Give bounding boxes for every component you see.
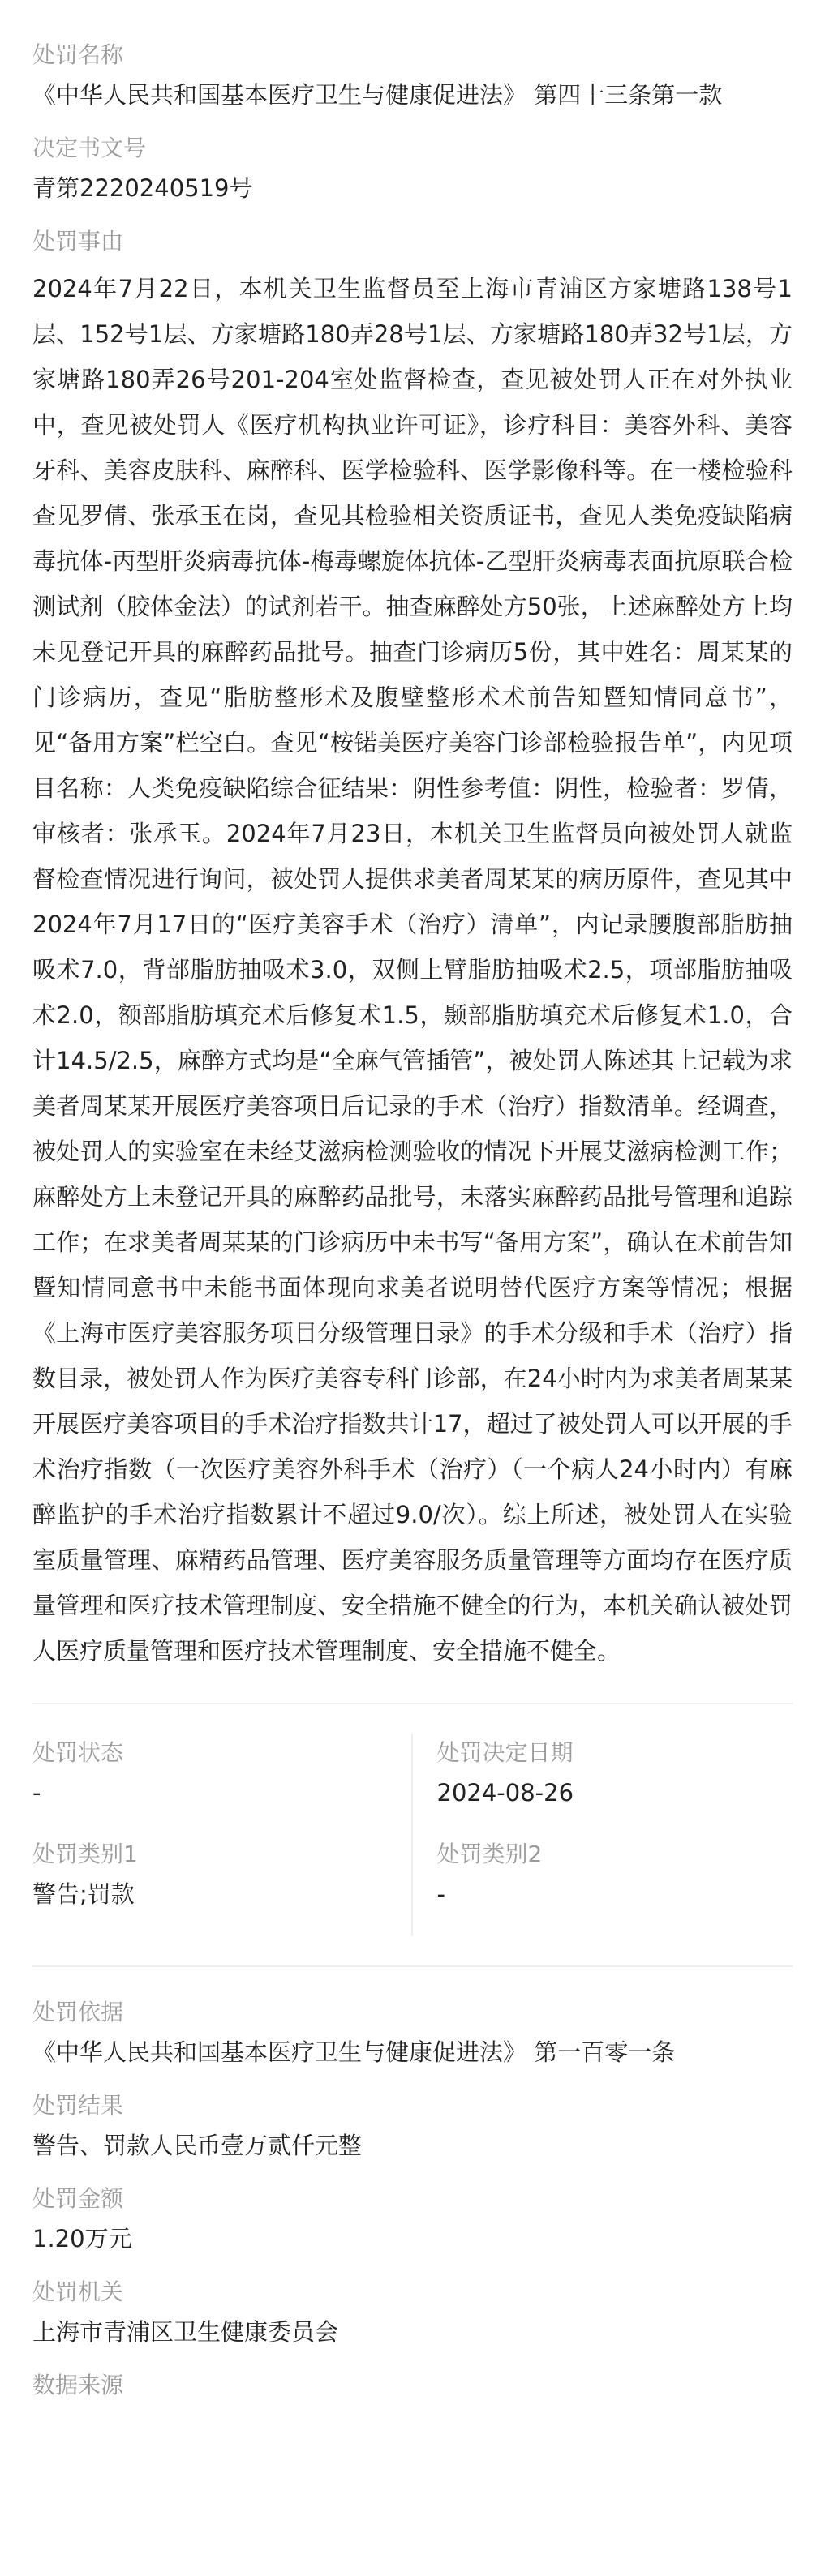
- penalty-authority-label: 处罚机关: [32, 2278, 124, 2305]
- penalty-name-label: 处罚名称: [32, 41, 124, 68]
- penalty-result-value: 警告、罚款人民币壹万贰仟元整: [32, 2132, 363, 2159]
- data-source-label: 数据来源: [32, 2372, 124, 2398]
- penalty-amount-value: 1.20万元: [32, 2225, 132, 2252]
- penalty-status-label: 处罚状态: [32, 1739, 124, 1766]
- penalty-category2-cell: [413, 1835, 793, 1936]
- decision-date-cell: [413, 1734, 793, 1835]
- penalty-info-grid: [32, 1734, 793, 1936]
- penalty-status-value: -: [32, 1779, 41, 1807]
- penalty-name-value: 《中华人民共和国基本医疗卫生与健康促进法》 第四十三条第一款: [32, 81, 723, 109]
- penalty-reason-value: 2024年7月22日，本机关卫生监督员至上海市青浦区方家塘路138号1层、152号1层、方家塘路180弄28号1层、方家塘路180弄32号1层，方家塘路180弄26号201-204室处监督检查，查见被处罚人正在对外执业中，查见被处罚人《医疗机构执业许可证》，诊疗科目：美容外科、美容牙科、美容皮肤科、麻醉科、医学检验科、医学影像科等。在一楼检验科查见罗倩、张承玉在岗，查见其检验相关资质证书，查见人类免疫缺陷病毒抗体-丙型肝炎病毒抗体-梅毒螺旋体抗体-乙型肝炎病毒表面抗原联合检测试剂（胶体金法）的试剂若干。抽查麻醉处方50张，上述麻醉处方上均未见登记开具的麻醉药品批号。抽查门诊病历5份，其中姓名：周某某的门诊病历，查见“脂肪整形术及腹壁整形术术前告知暨知情同意书”，见“备用方案”栏空白。查见“桉锘美医疗美容门诊部检验报告单”，内见项目名称：人类免疫缺陷综合征结果：阴性参考值：阴性，检验者：罗倩，审核者：张承玉。2024年7月23日，本机关卫生监督员向被处罚人就监督检查情况进行询问，被处罚人提供求美者周某某的病历原件，查见其中2024年7月17日的“医疗美容手术（治疗）清单”，内记录腰腹部脂肪抽吸术7.0，背部脂肪抽吸术3.0，双侧上臂脂肪抽吸术2.5，项部脂肪抽吸术2.0，额部脂肪填充术后修复术1.5，颞部脂肪填充术后修复术1.0，合计14.5/2.5，麻醉方式均是“全麻气管插管”，被处罚人陈述其上记载为求美者周某某开展医疗美容项目后记录的手术（治疗）指数清单。经调查，被处罚人的实验室在未经艾滋病检测验收的情况下开展艾滋病检测工作；麻醉处方上未登记开具的麻醉药品批号，未落实麻醉药品批号管理和追踪工作；在求美者周某某的门诊病历中未书写“备用方案”，确认在术前告知暨知情同意书中未能书面体现向求美者说明替代医疗方案等情况；根据《上海市医疗美容服务项目分级管理目录》的手术分级和手术（治疗）指数目录，被处罚人作为医疗美容专科门诊部，在24小时内为求美者周某某开展医疗美容项目的手术治疗指数共计17，超过了被处罚人可以开展的手术治疗指数（一次医疗美容外科手术（治疗）（一个病人24小时内）有麻醉监护的手术治疗指数累计不超过9.0/次）。综上所述，被处罚人在实验室质量管理、麻精药品管理、医疗美容服务质量管理等方面均存在医疗质量管理和医疗技术管理制度、安全措施不健全的行为，本机关确认被处罚人医疗质量管理和医疗技术管理制度、安全措施不健全。: [32, 275, 793, 1665]
- decision-no-value: 青第2220240519号: [32, 174, 253, 202]
- penalty-authority-value: 上海市青浦区卫生健康委员会: [32, 2318, 339, 2346]
- penalty-category1-label: 处罚类别1: [32, 1841, 138, 1867]
- penalty-basis-field: [32, 1996, 793, 2070]
- penalty-name-field: [32, 0, 793, 113]
- penalty-authority-field: [32, 2276, 793, 2350]
- penalty-reason-label: 处罚事由: [32, 228, 124, 255]
- penalty-category2-label: 处罚类别2: [436, 1841, 543, 1867]
- penalty-amount-field: [32, 2183, 793, 2257]
- penalty-status-cell: [32, 1734, 413, 1835]
- penalty-result-label: 处罚结果: [32, 2092, 124, 2119]
- penalty-category1-value: 警告;罚款: [32, 1880, 135, 1908]
- data-source-field: [32, 2369, 793, 2402]
- decision-date-value: 2024-08-26: [436, 1779, 574, 1807]
- penalty-category1-cell: [32, 1835, 413, 1936]
- decision-no-label: 决定书文号: [32, 135, 147, 161]
- penalty-result-field: [32, 2090, 793, 2163]
- penalty-category2-value: -: [436, 1880, 445, 1908]
- section-divider: [32, 1965, 793, 1967]
- penalty-reason-field: [32, 225, 793, 1674]
- penalty-amount-label: 处罚金额: [32, 2185, 124, 2212]
- decision-date-label: 处罚决定日期: [436, 1739, 574, 1766]
- penalty-basis-label: 处罚依据: [32, 1999, 124, 2025]
- decision-no-field: [32, 132, 793, 206]
- section-divider: [32, 1703, 793, 1704]
- penalty-basis-value: 《中华人民共和国基本医疗卫生与健康促进法》 第一百零一条: [32, 2038, 676, 2066]
